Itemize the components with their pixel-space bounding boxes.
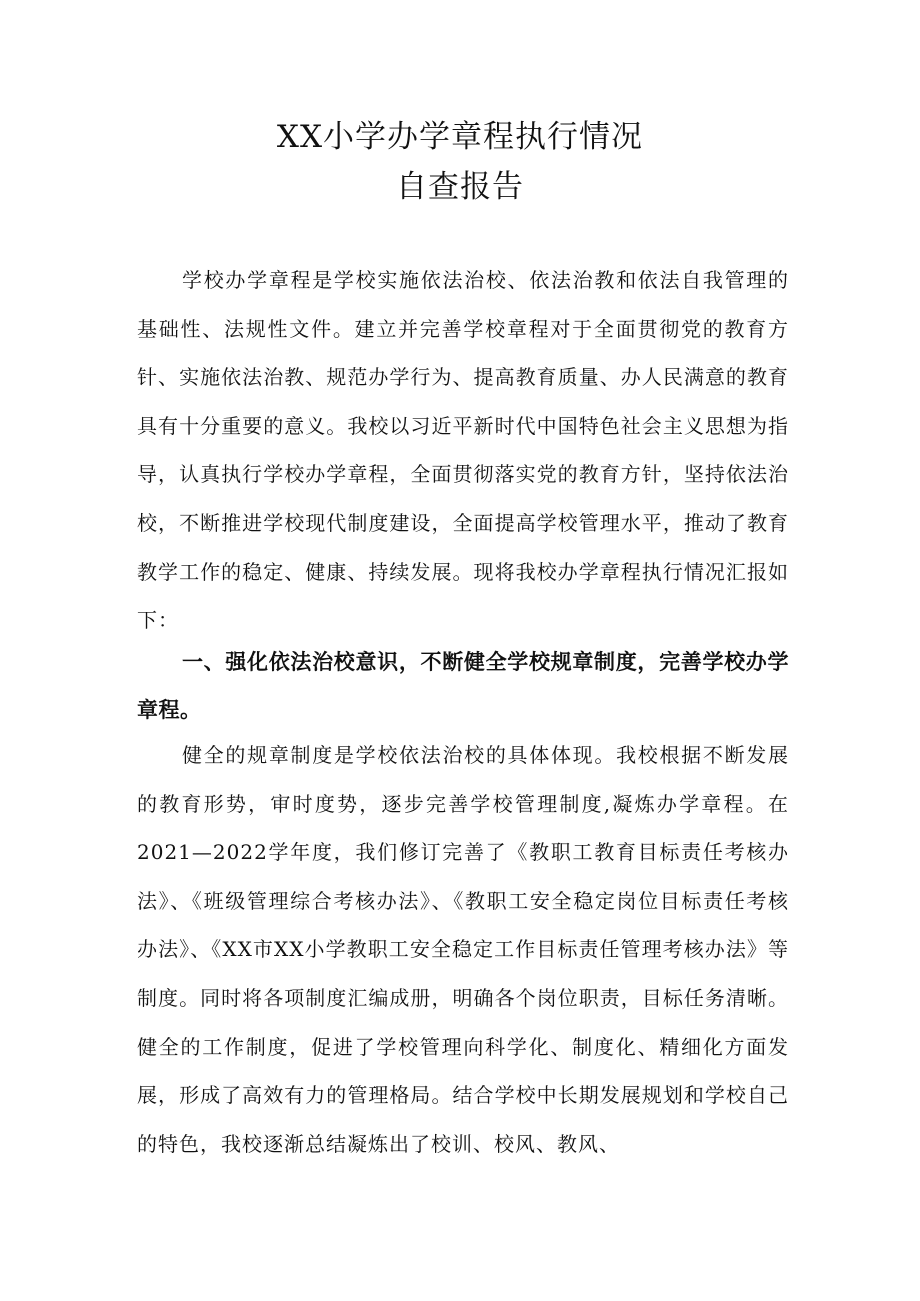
document-title-line2: 自查报告 (396, 169, 524, 205)
section1-paragraph: 健全的规章制度是学校依法治校的具体体现。我校根据不断发展的教育形势，审时度势，逐步完善学校管理制度,凝炼办学章程。在2021—2022学年度，我们修订完善了《教职工教育目标责任考核办法》、《班级管理综合考核办法》、《教职工安全稳定岗位目标责任考核办法》、《XX市XX小学教职工安全稳定工作目标责任管理考核办法》等制度。同时将各项制度汇编成册，明确各个岗位职责，目标任务清晰。健全的工作制度，促进了学校管理向科学化、制度化、精细化方面发展，形成了高效有力的管理格局。结合学校中长期发展规划和学校自己的特色，我校逐渐总结凝炼出了校训、校风、教风、 (137, 743, 789, 1156)
document-title-line1: XX小学办学章程执行情况 (276, 119, 644, 155)
section1-heading: 一、强化依法治校意识，不断健全学校规章制度，完善学校办学章程。 (137, 650, 789, 722)
intro-paragraph: 学校办学章程是学校实施依法治校、依法治教和依法自我管理的基础性、法规性文件。建立并完善学校章程对于全面贯彻党的教育方针、实施依法治教、规范办学行为、提高教育质量、办人民满意的教育具有十分重要的意义。我校以习近平新时代中国特色社会主义思想为指导，认真执行学校办学章程，全面贯彻落实党的教育方针，坚持依法治校，不断推进学校现代制度建设，全面提高学校管理水平，推动了教育教学工作的稳定、健康、持续发展。现将我校办学章程执行情况汇报如下： (137, 268, 789, 633)
